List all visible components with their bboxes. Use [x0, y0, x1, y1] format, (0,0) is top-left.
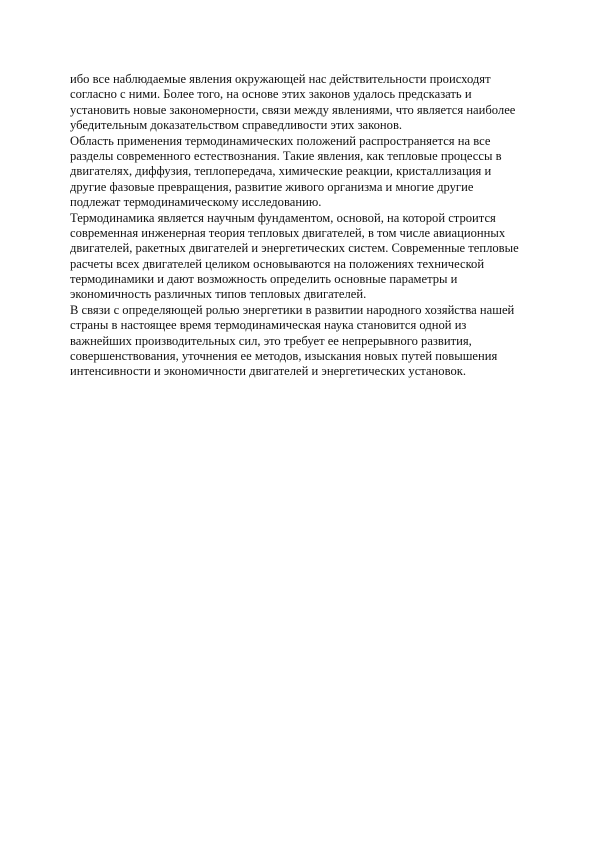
text-line: термодинамики и дают возможность определить основные параметры и — [70, 272, 458, 287]
text-line: двигателей, ракетных двигателей и энергетических систем. Современные тепловые — [70, 241, 519, 256]
text-line: важнейших производительных сил, это требует ее непрерывного развития, — [70, 333, 472, 348]
text-line: согласно с ними. Более того, на основе этих законов удалось предсказать и — [70, 87, 472, 102]
text-line: подлежат термодинамическому исследованию. — [70, 195, 322, 210]
text-line: интенсивности и экономичности двигателей и энергетических установок. — [70, 364, 467, 379]
text-line: современная инженерная теория тепловых двигателей, в том числе авиационных — [70, 225, 506, 240]
body-text — [70, 72, 540, 380]
text-line: совершенствования, уточнения ее методов, изыскания новых путей повышения — [70, 349, 498, 364]
text-line: установить новые закономерности, связи между явлениями, что является наиболее — [70, 102, 516, 117]
text-line: Область применения термодинамических положений распространяется на все — [70, 133, 491, 148]
text-line: В связи с определяющей ролью энергетики в развитии народного хозяйства нашей — [70, 302, 515, 317]
text-line: разделы современного естествознания. Такие явления, как тепловые процессы в — [70, 148, 502, 163]
text-line: экономичность различных типов тепловых двигателей. — [70, 287, 367, 302]
text-line: страны в настоящее время термодинамическая наука становится одной из — [70, 318, 467, 333]
text-line: двигателях, диффузия, теплопередача, химические реакции, кристаллизация и — [70, 164, 492, 179]
text-line: расчеты всех двигателей целиком основываются на положениях технической — [70, 256, 485, 271]
text-line: ибо все наблюдаемые явления окружающей нас действительности происходят — [70, 72, 491, 86]
text-line: Термодинамика является научным фундаментом, основой, на которой строится — [70, 210, 496, 225]
text-line: другие фазовые превращения, развитие живого организма и многие другие — [70, 179, 474, 194]
text-line: убедительным доказательством справедливости этих законов. — [70, 118, 403, 133]
